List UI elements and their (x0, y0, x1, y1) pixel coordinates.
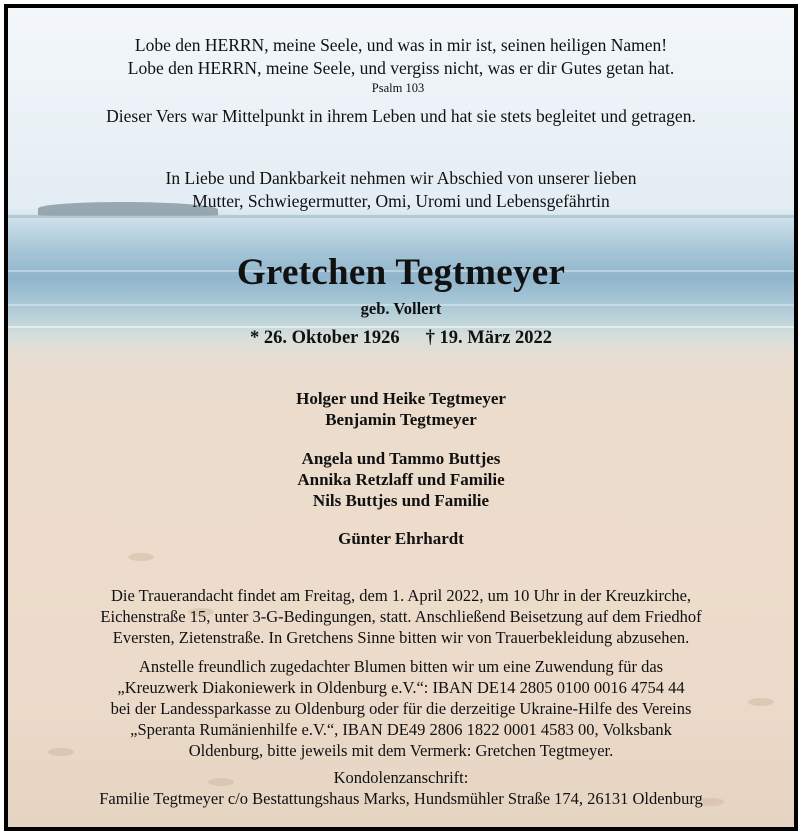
mourners-group (8, 388, 794, 430)
mourner-name: Benjamin Tegtmeyer (325, 410, 477, 429)
verse-source: Psalm 103 (371, 81, 425, 95)
deceased-name: Gretchen Tegtmeyer (236, 252, 566, 293)
life-dates (8, 328, 794, 349)
verse-line: Lobe den HERRN, meine Seele, und was in mir ist, seinen heiligen Namen! (134, 35, 668, 55)
service-line: Die Trauerandacht findet am Freitag, dem 1. April 2022, um 10 Uhr in der Kreuzkirche, (110, 586, 692, 605)
condolence-address (8, 767, 794, 809)
horizon-line (8, 215, 794, 218)
farewell-line: In Liebe und Dankbarkeit nehmen wir Abschied von unserer lieben (165, 168, 637, 188)
mourners-group (8, 528, 794, 549)
birth-name: geb. Vollert (360, 299, 442, 318)
donation-line: Anstelle freundlich zugedachter Blumen bitten wir um eine Zuwendung für das (138, 657, 664, 676)
death-date: † 19. März 2022 (425, 328, 553, 348)
donation-line: „Speranta Rumänienhilfe e.V.“, IBAN DE49 2806 1822 0001 4583 00, Volksbank (130, 720, 672, 739)
footprint (128, 553, 154, 561)
mourner-name: Nils Buttjes und Familie (312, 491, 490, 510)
donation-line: Oldenburg, bitte jeweils mit dem Vermerk: Gretchen Tegtmeyer. (188, 741, 614, 760)
mourner-name: Angela und Tammo Buttjes (301, 449, 501, 468)
farewell-line: Mutter, Schwiegermutter, Omi, Uromi und Lebensgefährtin (192, 191, 610, 211)
birth-date: * 26. Oktober 1926 (249, 328, 400, 348)
donation-info (8, 656, 794, 761)
verse-line: Lobe den HERRN, meine Seele, und vergiss nicht, was er dir Gutes getan hat. (127, 58, 675, 78)
farewell-text (8, 167, 794, 213)
mourner-name: Annika Retzlaff und Familie (297, 470, 505, 489)
donation-line: bei der Landessparkasse zu Oldenburg oder für die derzeitige Ukraine-Hilfe des Vereins (110, 699, 692, 718)
mourners-group (8, 448, 794, 511)
mourner-name: Holger und Heike Tegtmeyer (296, 389, 506, 408)
mourner-name: Günter Ehrhardt (338, 529, 464, 548)
service-line: Eichenstraße 15, unter 3-G-Bedingungen, statt. Anschließend Beisetzung auf dem Friedhof (100, 607, 702, 626)
condolence-label: Kondolenzanschrift: (333, 768, 469, 787)
service-line: Eversten, Zietenstraße. In Gretchens Sinne bitten wir von Trauerbekleidung abzusehen. (112, 628, 690, 647)
service-info (8, 585, 794, 648)
obituary-notice (4, 4, 798, 831)
verse-comment: Dieser Vers war Mittelpunkt in ihrem Leben und hat sie stets begleitet und getragen. (106, 106, 696, 126)
bible-verse (8, 34, 794, 80)
condolence-address-line: Familie Tegtmeyer c/o Bestattungshaus Marks, Hundsmühler Straße 174, 26131 Oldenburg (99, 789, 703, 808)
donation-line: „Kreuzwerk Diakoniewerk in Oldenburg e.V.“: IBAN DE14 2805 0100 0016 4754 44 (117, 678, 685, 697)
